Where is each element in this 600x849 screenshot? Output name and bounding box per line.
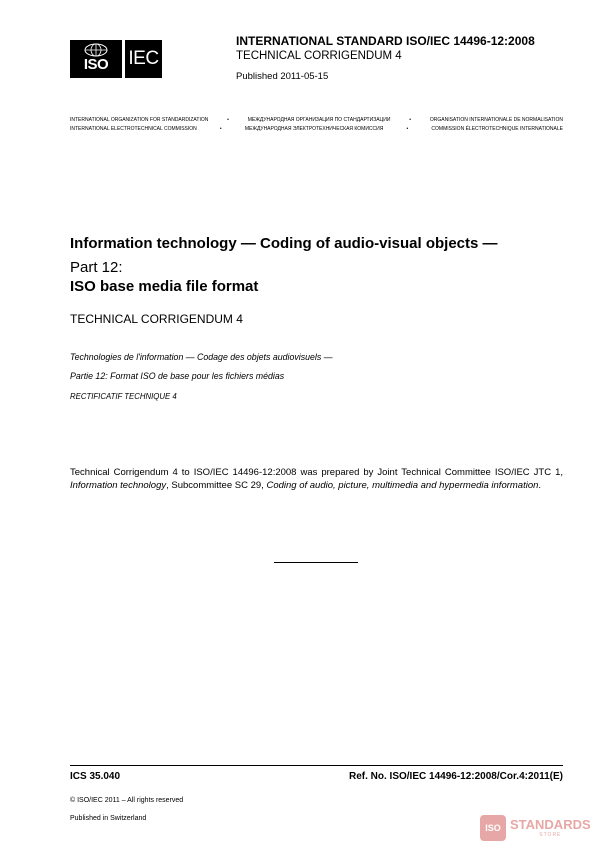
org-name: МЕЖДУНАРОДНАЯ ОРГАНИЗАЦИЯ ПО СТАНДАРТИЗАЦИИ xyxy=(247,117,391,123)
organizations-row-2 xyxy=(70,126,563,132)
french-part: Partie 12: Format ISO de base pour les fichiers médias xyxy=(70,371,285,381)
intro-text: Technical Corrigendum 4 to ISO/IEC 14496-12:2008 was prepared by Joint Technical Committee ISO/IEC JTC 1, xyxy=(70,467,563,478)
org-name: INTERNATIONAL ELECTROTECHNICAL COMMISSION xyxy=(70,126,197,132)
french-rectificatif: RECTIFICATIF TECHNIQUE 4 xyxy=(70,392,177,401)
org-name: МЕЖДУНАРОДНАЯ ЭЛЕКТРОТЕХНИЧЕСКАЯ КОМИССИЯ xyxy=(244,126,384,132)
intro-emphasis: Coding of audio, picture, multimedia and hypermedia information xyxy=(266,480,539,491)
org-name: ORGANISATION INTERNATIONALE DE NORMALISATION xyxy=(429,117,563,123)
org-bullet: • xyxy=(409,117,412,123)
corrigendum-header: TECHNICAL CORRIGENDUM 4 xyxy=(236,50,402,62)
reference-number: Ref. No. ISO/IEC 14496-12:2008/Cor.4:2011(E) xyxy=(349,771,563,782)
org-name: COMMISSION ÉLECTROTECHNIQUE INTERNATIONALE xyxy=(431,126,563,132)
published-date: Published 2011-05-15 xyxy=(236,71,329,82)
corrigendum-subtitle: TECHNICAL CORRIGENDUM 4 xyxy=(70,312,243,326)
copyright-notice: © ISO/IEC 2011 – All rights reserved xyxy=(70,797,184,804)
org-bullet: • xyxy=(227,117,229,123)
published-location: Published in Switzerland xyxy=(70,815,147,822)
org-bullet: • xyxy=(406,126,409,132)
store-name: STANDARDS xyxy=(510,817,591,832)
part-label: Part 12: xyxy=(70,259,123,276)
standard-title: INTERNATIONAL STANDARD ISO/IEC 14496-12:2008 xyxy=(236,34,535,48)
store-logo-mark: ISO xyxy=(480,815,506,841)
store-sub: STORE xyxy=(539,832,562,838)
intro-text: . xyxy=(538,480,542,491)
globe-icon xyxy=(83,43,109,57)
intro-text: , Subcommittee SC 29, xyxy=(166,480,267,491)
intro-paragraph xyxy=(70,466,563,492)
iec-logo-text: IEC xyxy=(128,48,159,69)
footer-rule xyxy=(70,765,563,766)
part-title: ISO base media file format xyxy=(70,278,259,295)
french-title: Technologies de l'information — Codage des objets audiovisuels — xyxy=(70,352,333,362)
iso-logo-text: ISO xyxy=(83,55,109,73)
iso-logo-box xyxy=(70,40,122,78)
separator-line xyxy=(274,562,358,563)
organizations-row-1 xyxy=(70,117,563,123)
org-name: INTERNATIONAL ORGANIZATION FOR STANDARDIZATION xyxy=(70,117,209,123)
store-watermark xyxy=(480,812,591,844)
iso-iec-logo xyxy=(70,40,162,78)
org-bullet: • xyxy=(219,126,222,132)
iec-logo-box xyxy=(125,40,162,78)
store-text xyxy=(510,818,591,838)
ics-code: ICS 35.040 xyxy=(70,771,121,782)
document-title: Information technology — Coding of audio-visual objects — xyxy=(70,235,498,252)
intro-emphasis: Information technology xyxy=(70,480,167,491)
